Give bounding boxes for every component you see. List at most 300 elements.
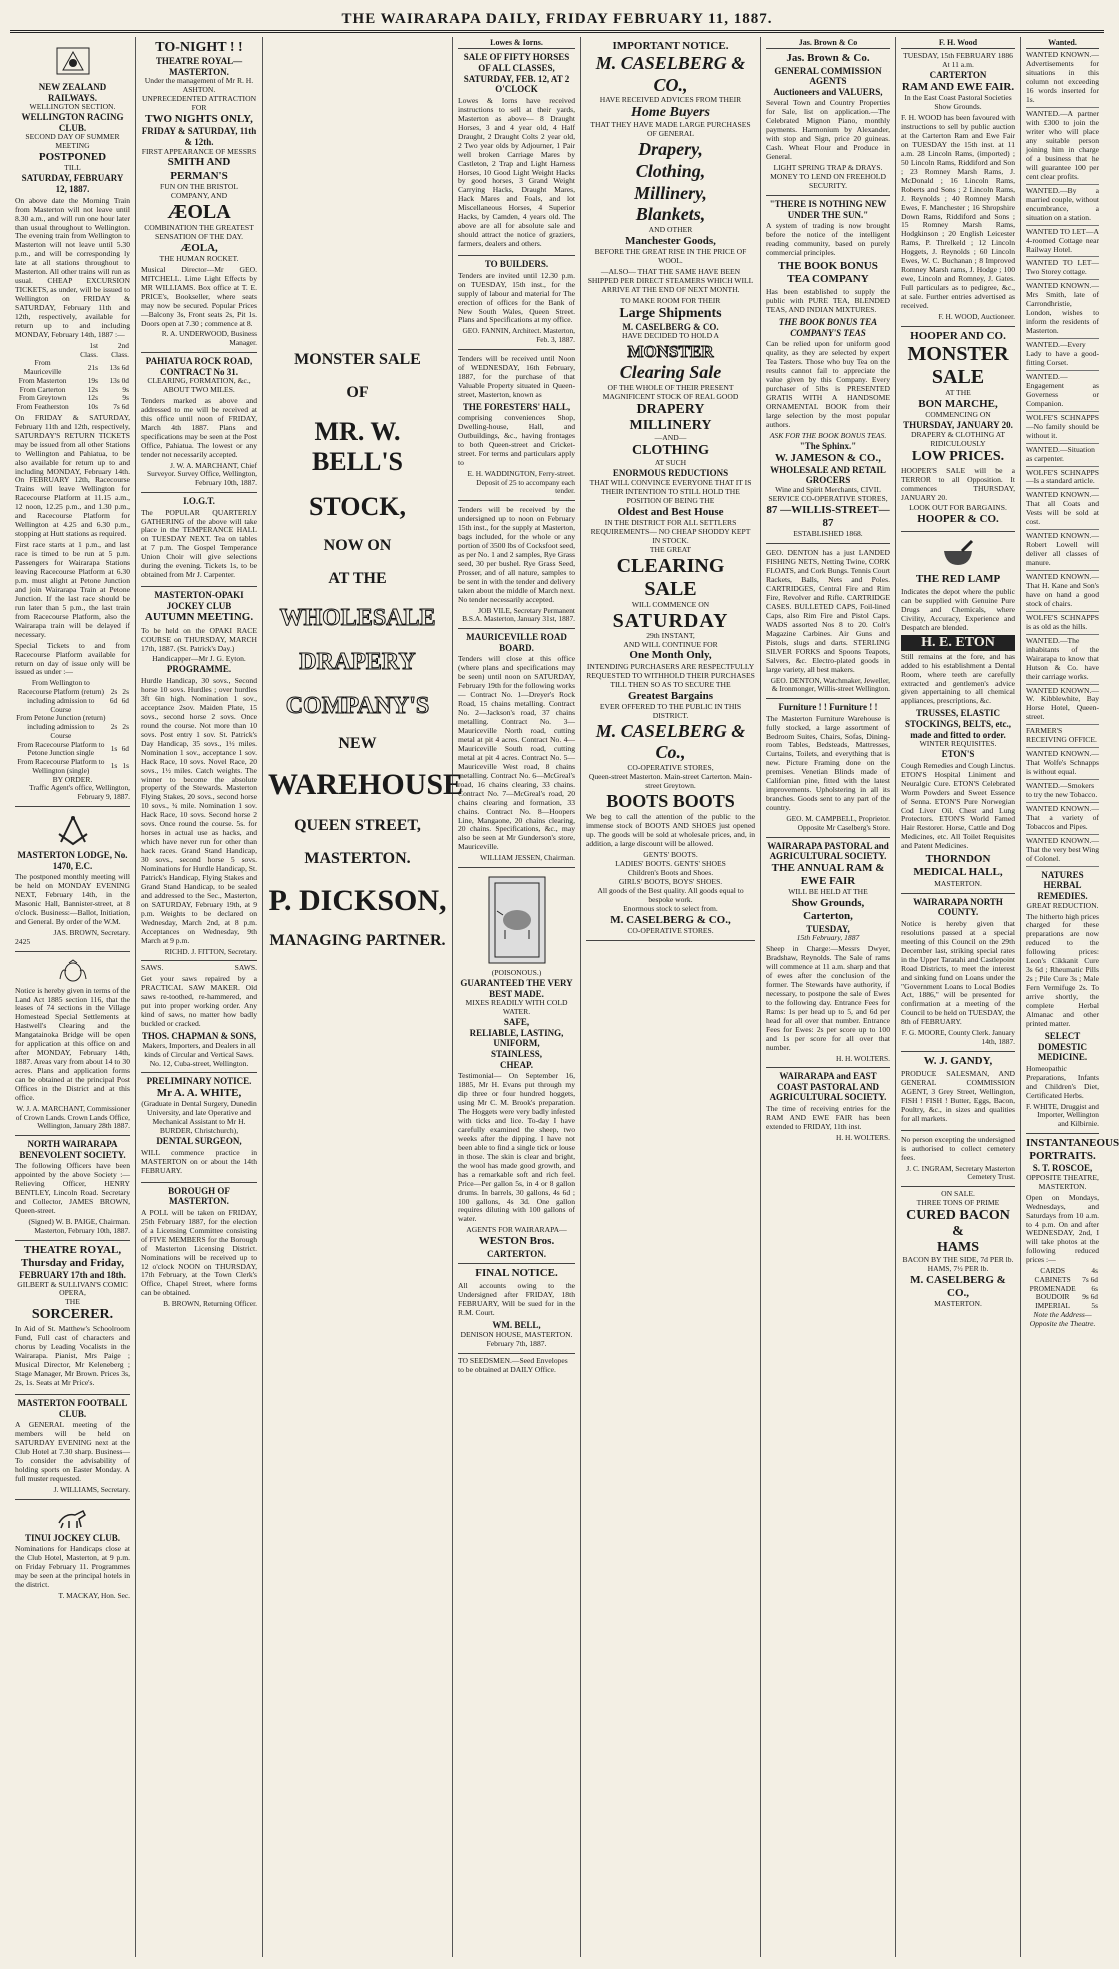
column-8	[1021, 37, 1119, 1957]
chapman-sub: Makers, Importers, and Dealers in all kinds of Circular and Vertical Saws. No. 12, Cuba-street, Wellington.	[142, 1040, 256, 1068]
royal-arms-icon	[56, 959, 90, 983]
coop: CO-OPERATIVE STORES,	[627, 762, 714, 772]
furniture-title: Furniture ! ! Furniture ! !	[778, 702, 878, 713]
reduction: GREAT REDUCTION.	[1026, 900, 1099, 910]
tinui-title: TINUI JOCKEY CLUB.	[25, 1532, 120, 1543]
table-cell: IMPERIAL	[1035, 1301, 1071, 1311]
thursday: THURSDAY, JANUARY 20.	[903, 420, 1013, 431]
clearing: Clearing Sale	[619, 362, 722, 383]
bonus-title: THE BOOK BONUS TEA COMPANY	[778, 260, 878, 286]
saturday: SATURDAY	[612, 609, 729, 632]
sheep-dip-ad	[458, 868, 575, 1264]
wood-sign: F. H. WOOD, Auctioneer.	[938, 312, 1015, 322]
aeola-sub: COMBINATION THE GREATEST SENSATION OF THE DAY.	[144, 222, 254, 241]
theatre-dates-2: FEBRUARY 17th and 18th.	[19, 1269, 126, 1280]
hooper-at-the: AT THE	[945, 387, 971, 397]
instant-title: INSTANTANEOUS PORTRAITS.	[1026, 1136, 1119, 1162]
column-2	[136, 37, 263, 1957]
bell-wholesale: WHOLESALE	[279, 604, 436, 631]
pastoral-title: WAIRARAPA PASTORAL and AGRICULTURAL SOCIETY.	[767, 840, 889, 862]
boots: BOOTS BOOTS	[606, 790, 735, 811]
large: Large Shipments	[619, 305, 722, 321]
commence: WILL COMMENCE ON	[631, 599, 710, 609]
list-item: WANTED.—Situation as carpenter.	[1026, 444, 1099, 467]
final-title: FINAL NOTICE.	[475, 1267, 558, 1280]
borough-sign: B. BROWN, Returning Officer.	[163, 1299, 257, 1309]
bargains: Greatest Bargains	[627, 689, 714, 702]
table-cell: From Racecourse Platform to Wellington (single)	[17, 757, 105, 775]
table-cell: 19s	[87, 375, 98, 385]
railways-section: WELLINGTON SECTION.	[29, 102, 116, 112]
column-1	[10, 37, 136, 1957]
lodge-title: MASTERTON LODGE, No. 1470, E.C.	[17, 849, 128, 871]
and-other: AND OTHER	[648, 224, 693, 234]
brown-trap: LIGHT SPRING TRAP & DRAYS.	[773, 163, 883, 173]
millinery: Millinery,	[634, 182, 707, 203]
horse-icon	[55, 1507, 91, 1529]
hooper-monster: MONSTER	[907, 342, 1009, 365]
one-month: One Month Only,	[629, 649, 712, 662]
jameson: W. JAMESON & CO.,	[775, 451, 881, 464]
lowes-header: Lowes & Iorns.	[458, 37, 575, 49]
table-cell: 2s	[110, 722, 118, 732]
system: A system of trading is now brought before the notice of the intelligent reading community, based on purely commercial principles.	[766, 221, 890, 258]
mixes: MIXES READILY WITH COLD WATER.	[465, 998, 568, 1017]
list-item: WANTED.—The inhabitants of the Wairarapa to know that Hutson & Co. have their carriage works.	[1026, 635, 1099, 685]
hooper-sale: SALE	[931, 365, 985, 388]
table-cell: 1s	[110, 743, 118, 753]
theatre-title: THEATRE ROYAL,	[23, 1243, 122, 1256]
coop-2: CO-OPERATIVE STORES.	[627, 926, 714, 936]
prelim: PRELIMINARY NOTICE.	[146, 1076, 252, 1087]
caselberg-ad	[586, 37, 755, 941]
list-item: WANTED KNOWN.—That a variety of Tobaccos and Pipes.	[1026, 803, 1099, 835]
railways-body-3: First race starts at 1 p.m., and last race is timed to be run at 5 p.m. Passengers for Wairarapa Stations leaving Racecourse Platform at 6.30 p.m. must alight at Petone Junction and join Wairarapa Train at Petone Junction. If the last race should be run later than 5 p.m., the last train from Racecourse Platform, also the Wairarapa train will be delayed if necessary.	[15, 540, 130, 639]
crown-lands-ad	[15, 952, 130, 1137]
horse-sale-ad	[458, 49, 575, 256]
list-item: WANTED KNOWN.—W. Kibblewhite, Bay Horse Hotel, Queen-street.	[1026, 685, 1099, 726]
home-buyers: Home Buyers	[631, 105, 710, 121]
tonight-heading: TO-NIGHT ! !	[155, 40, 243, 55]
decided: HAVE DECIDED TO HOLD A	[621, 331, 720, 341]
masthead-rule	[10, 30, 1104, 33]
mcase-2: M. CASELBERG & Co.,	[595, 720, 746, 763]
column-5	[581, 37, 761, 1957]
opposite: OPPOSITE THEATRE, MASTERTON.	[1026, 1172, 1099, 1191]
performers-sub: FUN ON THE BRISTOL COMPANY, AND	[160, 181, 238, 200]
winter-body: Cough Remedies and Cough Linctus. ETON'S Hospital Liniment and Neuralgic Cure. ETON'S Celebrated Worm Powders and Sweet Essence of Senna. ETON'S Pure Norwegian Cod Liver Oil. Chest and Lung Protectors. ETON'S World Famed Hair Restorer. Horse, Cattle and Dog Medicines, etc. All Toilet Requisites and Patent Medicines.	[901, 760, 1015, 851]
permanent-body: Tenders will be received by the undersigned up to noon on February 15th inst., for the supply at Masterton, bags included, for the whole or any portion of 3500 lbs of Cocksfoot seed, as per No. 1 and 2 samples, Rye Grass seed, 30 per bushel. Rye Grass Seed, Prosser, and of all nature, samples to be sent in with the tender and delivery taken about the middle of March next. No tender necessarily accepted.	[458, 505, 575, 604]
drapery: Drapery,	[638, 139, 703, 160]
bell-at-the: AT THE	[328, 569, 387, 587]
crown-sign: W. J. A. MARCHANT, Commissioner of Crown Lands. Crown Lands Office, Wellington, January 28th 1887.	[15, 1103, 130, 1131]
table-cell: 2s 6d	[121, 687, 129, 705]
bell-monster: MONSTER SALE	[294, 351, 421, 368]
furniture-ad	[766, 699, 890, 838]
brown-general: GENERAL COMMISSION AGENTS	[774, 65, 882, 87]
list-item: WANTED.—Every Lady to have a good-fitting Corset.	[1026, 339, 1099, 371]
carterton: CARTERTON.	[487, 1248, 546, 1259]
theatre-company: GILBERT & SULLIVAN'S COMIC OPERA,	[17, 1279, 128, 1298]
portraits-ad	[1026, 1134, 1119, 1333]
hooperco: HOOPER & CO.	[917, 513, 999, 526]
tuesday: TUESDAY,	[806, 923, 850, 934]
opaki-programme: PROGRAMME.	[166, 664, 232, 675]
pastoral-2-body: The time of receiving entries for the RAM AND EWE FAIR has been extended to FRIDAY, 11th inst.	[766, 1104, 890, 1131]
saws-body: Get your saws repaired by a PRACTICAL SAW MAKER. Old saws re-toothed, re-hammered, and put into proper working order. Any kind of saws, no matter how badly buckled or cracked.	[141, 974, 257, 1029]
hooper-ad	[901, 327, 1015, 532]
millinery-2: MILLINERY	[629, 418, 712, 434]
grounds: Show Grounds, Carterton,	[791, 897, 865, 923]
brown-auctioneers: Auctioneers and VALUERS,	[773, 86, 883, 97]
note: Note the Address—Opposite the Theatre.	[1029, 1309, 1096, 1328]
red-lamp: THE RED LAMP	[915, 572, 1001, 585]
builders-ad	[458, 256, 575, 350]
bacon-ad	[901, 1187, 1015, 1313]
bonus-body-2: Can be relied upon for uniform good quality, as they are selected by expert Tea Tasters. Those who buy Tea on the results cannot fail to appreciate the value given by this Company. Every purchaser of 5lbs is PRESENTED GRATIS WITH A HANDSOME ORNAMENTAL BOOK from their large selection by the most popular authors.	[766, 339, 890, 430]
football-ad	[15, 1395, 130, 1500]
roscoe: S. T. ROSCOE,	[1032, 1163, 1093, 1174]
railways-by-order: BY ORDER.	[52, 774, 93, 784]
table-header: 1st Class.	[80, 340, 98, 359]
columns	[10, 37, 1119, 1957]
list-item: FARMER'S RECEIVING OFFICE.	[1026, 725, 1099, 748]
etons: ETON'S	[941, 749, 975, 760]
table-cell: 9s	[122, 384, 129, 394]
pastoral-2-ad	[766, 1068, 890, 1146]
table-cell: From Wellington to Racecourse Platform (return) including admission to Course	[17, 678, 104, 714]
monster: MONSTER	[627, 342, 714, 362]
roscoe-body: Open on Mondays, Wednesdays, and Saturdays from 10 a.m. to 4 p.m. On and after WEDNESDAY, 2nd, I will take photos at the following reduced prices :—	[1026, 1192, 1099, 1265]
football-body: A GENERAL meeting of the members will be held on SATURDAY EVENING next at the Club Hotel at 7.30 sharp. Business—To consider the advisability of holding sports on Easter Monday. A full muster requested.	[15, 1420, 130, 1484]
select: SELECT DOMESTIC MEDICINE.	[1037, 1030, 1088, 1063]
football-title: MASTERTON FOOTBALL CLUB.	[17, 1398, 128, 1419]
bell-name: MR. W. BELL'S	[311, 416, 404, 477]
table-cell: CARDS	[1040, 1266, 1065, 1276]
list-item: WANTED KNOWN.—That all Coats and Vests will be sold at cost.	[1026, 489, 1099, 530]
before: BEFORE THE GREAT RISE IN THE PRICE OF WOOL.	[594, 246, 747, 265]
bell-sub: DENISON HOUSE, MASTERTON. February 7th, 1887.	[460, 1329, 573, 1348]
bonus-tea-ad	[766, 196, 890, 544]
boots-guaranteed: All goods of the Best quality. All goods equal to bespoke work.	[597, 885, 744, 904]
the-great: THE GREAT	[649, 544, 692, 554]
weston: WESTON Bros.	[478, 1235, 555, 1248]
eton: H. E. ETON	[901, 635, 1015, 651]
performers: SMITH AND PERMAN'S	[167, 156, 231, 182]
unprecedented: UNPRECEDENTED ATTRACTION FOR	[141, 94, 257, 113]
table-cell: From Featherston	[16, 402, 69, 412]
table-cell: 13s 6d	[109, 362, 129, 372]
advice: HAVE RECEIVED ADVICES FROM THEIR	[599, 95, 742, 105]
table-row	[15, 403, 130, 412]
gents-boots: GENTS' BOOTS.	[643, 850, 698, 860]
at-such: AT SUCH	[654, 458, 687, 468]
table-header: 2nd Class.	[111, 340, 129, 359]
price-table	[1026, 1267, 1099, 1311]
agents: AGENTS FOR WAIRARAPA—	[466, 1225, 567, 1235]
road-title: MAURICEVILLE ROAD BOARD.	[466, 632, 567, 653]
reliable: RELIABLE, LASTING,	[469, 1027, 564, 1038]
list-item: WANTED.—A partner with £300 to join the writer who will place any suitable person joining him in charge of a business that he will guarantee 100 per cent clear profits.	[1026, 108, 1099, 185]
table-row	[15, 758, 130, 775]
table-row	[15, 741, 130, 758]
poison: (POISONOUS.)	[491, 968, 542, 978]
seedsmen: TO SEEDSMEN.—Seed Envelopes to be obtained at DAILY Office.	[458, 1355, 568, 1374]
table-cell: From Carterton	[19, 384, 66, 394]
table-cell: 6s	[1091, 1283, 1098, 1293]
pahiatua-sign: J. W. A. MARCHANT, Chief Surveyor. Survey Office, Wellington, February 10th, 1887.	[147, 460, 257, 488]
fares-table	[15, 342, 130, 412]
bell-manager: P. DICKSON,	[268, 883, 447, 917]
table-cell: CABINETS	[1034, 1275, 1071, 1284]
sphinx: "The Sphinx."	[799, 440, 857, 451]
foresters-body-2: comprising conveniences Shop, Dwelling-house, Hall, and Outbuildings, &c., having frontages to both Queen-street and Cricket-street. For terms and particulars apply to	[458, 413, 575, 468]
list-item: WANTED TO LET—Two Storey cottage.	[1026, 257, 1099, 280]
remedies-body: The hitherto high prices charged for these preparations are now reduced to the following prices: Leon's Cikkanit Cure 3s 6d ; Rheumatic Pills 2s ; Pile Cure 3s ; Male Fern Vermifuge 2s. To arrive shortly, the complete Herbal Almanac and other printed matter.	[1026, 911, 1099, 1028]
table-cell: From Petone Junction (return) including admission to Course	[16, 713, 106, 740]
racing-club: WELLINGTON RACING CLUB.	[21, 112, 124, 133]
table-row	[15, 359, 130, 376]
mcase: M. CASELBERG & CO.	[622, 321, 719, 332]
iogt-title: I.O.G.T.	[183, 495, 215, 506]
table-cell: 2s 6d	[109, 687, 118, 705]
special-fares-table	[15, 679, 130, 775]
benevolent-ad	[15, 1136, 130, 1240]
district: IN THE DISTRICT FOR ALL SETTLERS REQUIREMENTS— NO CHEAP SHODDY KEPT IN STOCK.	[590, 517, 751, 545]
tinui-body: Nominations for Handicaps close at the Club Hotel, Masterton, at 9 p.m. on Friday February 11. Programmes may be seen at the principal hotels in the district.	[15, 1544, 130, 1590]
list-item: WOLFE'S SCHNAPPS—Is a standard article.	[1026, 467, 1099, 490]
patronage: Under the management of Mr R. H. ASHTON.	[144, 76, 254, 95]
lodge-ad	[15, 807, 130, 952]
bonus-teas: THE BOOK BONUS TEA COMPANY'S TEAS	[778, 317, 878, 338]
masthead: THE WAIRARAPA DAILY, FRIDAY FEBRUARY 11, 1887.	[341, 11, 773, 27]
table-cell: 21s	[87, 362, 98, 372]
table-cell: PROMENADE	[1029, 1283, 1076, 1293]
builders-title: TO BUILDERS.	[484, 259, 549, 270]
table-row	[15, 679, 130, 714]
wood-header: F. H. Wood	[901, 37, 1015, 49]
ram-fair-ad	[766, 838, 890, 1069]
blankets: Blankets,	[635, 204, 706, 225]
railways-body: On above date the Morning Train from Masterton will not leave until 8.30 a.m., and will run one hour later than usual throughout to Wellington. The evening train from Wellington to Masterton will not leave until 5.30 p.m., and will be corresponding ly late at all stations throughout to Masterton. All other trains will run as usual. CHEAP EXCURSION TICKETS, as under, will be issued to Wellington on FRIDAY & SATURDAY, February 11th and 12th, respectively, available for return up to and including MONDAY, February 14th, 1887 :—	[15, 195, 130, 339]
wanted-header: Wanted.	[1026, 37, 1099, 49]
opaki-ad	[141, 587, 257, 961]
bell-of: OF	[346, 383, 369, 401]
road-body: Tenders will close at this office (where plans and specifications may be seen) until noon on SATURDAY, February 19th for the following works— Contract No. 1—Dreyer's Rock Road, 15 chains metalling. Contract No. 2—Jackson's road, 37 chains metalling. Contract No. 3—Mauriceville North road, cutting metal at pit 4 acres. Contract No. 4—Mauriceville South road, cutting metal at pit 4 acres. Contract No. 5—Mauriceville West road, 8 chains metalling. Contract No. 6—McGreal's road, 16 chains clearing, 33 chains. Contract No. 7—McGreal's road, 20 chains clearing and formation, 33 chains. Contract No. 8—Hoopers Line, Mangaone, 20 chains clearing, 20 chains. Specifications, &c., may also be seen at Mr Gunderson's store, Mauriceville.	[458, 654, 575, 852]
denton-ad	[766, 544, 890, 699]
dental: DENTAL SURGEON,	[156, 1136, 242, 1147]
safe: SAFE,	[503, 1017, 530, 1028]
benevolent-body: The following Officers have been appointed by the above Society :— Relieving Officer, HENRY BENTLEY, Lincoln Road. Secretary and Collector, JAMES BROWN, Queen-street.	[15, 1161, 130, 1216]
masonic-compass-icon	[53, 814, 93, 846]
football-sign: J. WILLIAMS, Secretary.	[53, 1485, 130, 1495]
bonus-body: Has been established to supply the public with PURE TEA, BLENDED TEAS, AND INDIAN MIXTURES.	[766, 287, 890, 315]
annual-sub: WILL BE HELD AT THE	[788, 887, 868, 897]
intending: INTENDING PURCHASERS ARE RESPECTFULLY REQUESTED TO WITHHOLD THEIR PURCHASES TILL THEN SO AS TO SECURE THE	[586, 661, 755, 689]
also: —ALSO— THAT THE SAME HAVE BEEN SHIPPED PER DIRECT STEAMERS WHICH WILL ARRIVE AT THE END OF NEXT MONTH.	[587, 266, 754, 294]
drapery-2: DRAPERY	[636, 401, 705, 417]
table-cell: 13s 0d	[109, 375, 129, 385]
road-board-ad	[458, 629, 575, 868]
builders-body: Tenders are invited until 12.30 p.m. on TUESDAY, 15th inst., for the supply of labour and material for The erection of offices for the Bank of New South Wales, Queen Street. Plans and Specifications at my office.	[458, 270, 575, 325]
builders-sign: GEO. FANNIN, Architect. Masterton, Feb. 3, 1887.	[462, 326, 575, 345]
ladies: LADIES' BOOTS. GENTS' SHOES	[615, 859, 726, 869]
wanted-list	[1026, 49, 1099, 866]
railways-body-4: Special Tickets to and from Racecourse Platform available for return on day of issue only will be issued as under :—	[15, 640, 130, 677]
wood-at: CARTERTON	[929, 70, 987, 81]
bell-warehouse: WAREHOUSE	[268, 768, 464, 802]
brown-body: Several Town and Country Properties for Sale, list on application.—The Celebrated Mignon Piano, monthly payments. Harmonium by Alexander, with stop and Sign, price 20 guineas. Cash. Wheat Flour and Produce in General.	[766, 98, 890, 162]
select-sign: F. WHITE, Druggist and Importer, Wellington and Kilbirnie.	[1026, 1101, 1099, 1129]
table-cell: 1s	[110, 761, 118, 771]
lodge-number: 2425	[15, 936, 31, 946]
nothing-new: "THERE IS NOTHING NEW UNDER THE SUN."	[769, 198, 887, 220]
sale: SALE	[644, 577, 697, 600]
theatre-show: SORCERER.	[31, 1307, 114, 1323]
wood-fair-sub: In the East Coast Pastoral Societies Show Grounds.	[904, 93, 1012, 112]
tinui-ad	[15, 1500, 130, 1605]
bell-new: NEW	[338, 734, 377, 752]
saws-labels	[141, 964, 257, 973]
mortar-pestle-icon	[938, 539, 978, 569]
brown-name: Jas. Brown & Co.	[786, 52, 870, 65]
column-4	[453, 37, 581, 1957]
pastoral-2-sign: H. H. WOLTERS.	[836, 1132, 890, 1142]
onsale: ON SALE.	[941, 1188, 975, 1198]
sale-body: Lowes & Iorns have received instructions to sell at their yards, Masterton as above— 8 Draught Horses, 3 and 4 year old, 4 Half Draught, 2 Draught Colts 2 year old, 2 Two year olds by Adjourner, 1 Pair well broken Carriage Mares by Castleton, 2 Trap and Light Harness Horses, 10 Good Light Weight Hacks by good horses, 3 Grand Weight Carrying Hacks, Draught Mares, Hack Mares and Foals, and lot Miscellaneous Horses, 4 Superior Hacks, by Camden, 4 years old. The above are all for absolute sale and should attract the notice of graziers, farmers, dealers and others.	[458, 95, 575, 249]
first-appearance: FIRST APPEARANCE OF MESSRS	[141, 146, 257, 156]
sorcerer-ad	[15, 1241, 130, 1396]
county-title: WAIRARAPA NORTH COUNTY.	[913, 896, 1003, 918]
permanent-sign: JOB VILE, Secretary Permanent B.S.A. Masterton, January 31st, 1887.	[462, 605, 575, 624]
opaki-title: MASTERTON-OPAKI JOCKEY CLUB	[154, 590, 244, 611]
cured: CURED BACON &	[906, 1207, 1010, 1239]
crown-notice: Notice is hereby given in terms of the Land Act 1885 section 116, that the leases of 74 sections in the Village Homestead Special Settlements at Hastwell's Clearing and the Mangatainoka Bridge will be open for application at this office on and after MONDAY, February 14th, 1887. Areas vary from about 14 to 30 acres. Plans and application forms can be obtained at the principal Post Offices in the District and at this office.	[15, 985, 130, 1102]
opaki-meeting: AUTUMN MEETING.	[144, 611, 254, 624]
list-item: WANTED.—By a married couple, without encumbrance, a situation on a station.	[1026, 185, 1099, 226]
table-header	[15, 342, 70, 359]
bell-role: MANAGING PARTNER.	[269, 931, 446, 949]
white-body: (Graduate in Dental Surgery, Dunedin University, and late Operative and Mechanical Assistant to Mr H. BURDER, Christchurch),	[141, 1099, 257, 1136]
aeola-body: Musical Director—Mr GEO. MITCHELL. Lime Light Effects by MR WILLIAMS. Box office at T. E. PRICE's, Bookseller, where seats may now be secured. Popular Prices—Balcony 3s, Front seats 2s, Pit 1s. Doors open at 7.30 ; commence at 8.	[141, 264, 257, 328]
nights-dates: FRIDAY & SATURDAY, 11th & 12th.	[141, 126, 257, 147]
wood-ad	[901, 49, 1015, 326]
table-cell: 4s	[1091, 1266, 1098, 1276]
bacon-mcase: M. CASELBERG & CO.,	[910, 1274, 1006, 1300]
list-item: WANTED KNOWN.—Mrs Smith, late of Carrondhristie, London, wishes to inform the residents of Masterton.	[1026, 280, 1099, 339]
opaki-body: To be held on the OPAKI RACE COURSE on THURSDAY, MARCH 17th, 1887. (St. Patrick's Day.)	[141, 625, 257, 653]
trusses: TRUSSES, ELASTIC STOCKINGS, BELTS, etc., made and fitted to order.	[904, 708, 1012, 740]
three: THREE TONS OF PRIME	[916, 1197, 1000, 1207]
white: Mr A. A. WHITE,	[156, 1087, 242, 1100]
tinui-sign: T. MACKAY, Hon. Sec.	[58, 1591, 130, 1601]
sale-date: SATURDAY, FEB. 12, AT 2 O'CLOCK	[463, 73, 570, 95]
brown-money: MONEY TO LEND ON FREEHOLD SECURITY.	[770, 172, 886, 191]
foresters-body: Tenders will be received until Noon of WEDNESDAY, 16th February, 1887, for the purchase of that Valuable Property situated in Queen-street, Masterton, known as	[458, 353, 575, 399]
gandy: W. J. GANDY,	[923, 1054, 993, 1067]
uniform: UNIFORM,	[493, 1038, 540, 1049]
list-item: WOLFE'S SCHNAPPS—No family should be without it.	[1026, 412, 1099, 444]
theatre-dates: Thursday and Friday,	[20, 1256, 124, 1269]
manchester: Manchester Goods,	[625, 234, 716, 247]
low-prices: LOW PRICES.	[911, 448, 1005, 464]
bell-drapery: DRAPERY	[299, 648, 416, 675]
table-cell: 7s 6d	[113, 402, 129, 412]
table-cell: From Masterton	[18, 375, 67, 385]
final-notice-ad	[458, 1264, 575, 1354]
brown-header: Jas. Brown & Co	[766, 37, 890, 49]
railways-sign: Traffic Agent's office, Wellington, February 9, 1887.	[29, 783, 130, 802]
table-cell: 5s	[1091, 1301, 1098, 1311]
pastoral-2-title: WAIRARAPA and EAST COAST PASTORAL AND AGRICULTURAL SOCIETY.	[769, 1071, 887, 1103]
table-cell: BOUDOIR	[1035, 1292, 1070, 1302]
fair-sign: H. H. WOLTERS.	[836, 1053, 890, 1063]
borough-body: A POLL will be taken on FRIDAY, 25th February 1887, for the election of a Licensing Committee consisting of FIVE MEMBERS for the Borough of Masterton Licensing District. Nominations will be received up to 12 o'clock NOON on THURSDAY, 17th February, at the Town Clerk's Office, Chapel Street, where forms can be obtained.	[141, 1207, 257, 1298]
table-cell: 2s	[122, 722, 129, 732]
annual: THE ANNUAL RAM & EWE FAIR	[771, 861, 885, 887]
gandy-ad	[901, 1052, 1015, 1131]
mcase-3: M. CASELBERG & CO.,	[610, 913, 731, 926]
reductions: ENORMOUS REDUCTIONS	[612, 468, 729, 479]
table-cell: 9s	[122, 393, 129, 403]
brown-ad	[766, 49, 890, 196]
table-cell: 12s	[87, 393, 98, 403]
furniture-body: The Masterton Furniture Warehouse is fully stocked, a large assortment of Bedroom Suites, Chairs, Sofas, Dining-room Tables, Bedsteads, Mattresses, Curtains, Toilets, and everything that is new. Picture Framing done on the premises. Venetian Blinds made of Californian pine, fitted with the latest improvements. Upholstering in all its branches. Goods sent to any part of the country.	[766, 713, 890, 813]
eton-body: Still remains at the fore, and has added to his establishment a Dental Room, where teeth are carefully extracted and gentlemen's advice given appertaining to all chemical appliances, prescriptions, &c.	[901, 651, 1015, 706]
benevolent-sign: (Signed) W. B. PAIGE, Chairman. Masterton, February 10th, 1887.	[28, 1217, 130, 1235]
ever: EVER OFFERED TO THE PUBLIC IN THIS DISTRICT.	[599, 701, 742, 720]
cemetery-ad	[901, 1131, 1015, 1187]
pahiatua-ad	[141, 353, 257, 493]
eton-ad	[901, 532, 1015, 894]
table-cell: 6d	[121, 743, 129, 753]
list-item: WANTED KNOWN.—That H. Kane and Son's have on hand a good stock of chairs.	[1026, 571, 1099, 612]
railways-ad	[15, 37, 130, 807]
continue: AND WILL CONTINUE FOR	[623, 639, 718, 649]
sheep-dip-label-icon	[487, 875, 547, 965]
girls: GIRLS' BOOTS, BOYS' SHOES.	[618, 877, 723, 887]
wholesale: WHOLESALE AND RETAIL GROCERS	[770, 464, 886, 486]
county-sign: F. G. MOORE, County Clerk. January 14th, 1887.	[901, 1028, 1015, 1046]
furniture-sign: GEO. M. CAMPBELL, Proprietor. Opposite Mr Caselberg's Store.	[786, 814, 890, 832]
aeola-sign: R. A. UNDERWOOD, Business Manager.	[161, 329, 257, 348]
bell-now-on: NOW ON	[323, 536, 392, 554]
column-6	[761, 37, 896, 1957]
winter: WINTER REQUISITES.	[919, 739, 997, 749]
road-sign: WILLIAM JESSEN, Chairman.	[480, 853, 575, 863]
benevolent-title: NORTH WAIRARAPA BENEVOLENT SOCIETY.	[19, 1139, 126, 1160]
hall: THORNDON MEDICAL HALL,	[913, 853, 1003, 879]
column-7	[896, 37, 1021, 1957]
bell-stock: STOCK,	[308, 492, 407, 522]
bell-companys: COMPANY'S	[285, 692, 430, 719]
remedies-title: NATURES HERBAL REMEDIES.	[1037, 869, 1088, 901]
borough-ad	[141, 1183, 257, 1313]
chapman: THOS. CHAPMAN & SONS,	[141, 1031, 257, 1042]
lookout: LOOK OUT FOR BARGAINS.	[909, 503, 1007, 513]
postponed: POSTPONED	[38, 151, 107, 164]
two-nights: TWO NIGHTS ONLY,	[145, 113, 253, 126]
denton-sign: GEO. DENTON, Watchmaker, Jeweller, & Ironmonger, Willis-street Wellington.	[770, 675, 890, 694]
opaki-sign: RICHD. J. FITTON, Secretary.	[164, 946, 257, 956]
bacon: BACON BY THE SIDE, 7d PER lb. HAMS, 7½ PER lb.	[902, 1255, 1014, 1274]
boots-body: We beg to call the attention of the public to the immense stock of BOOTS AND SHOES just opened up. The goods will be sold at wholesale prices, and, in addition, a large discount will be allowed.	[586, 812, 755, 849]
lodge-body: The postponed monthly meeting will be held on MONDAY EVENING NEXT, February 14th, in the Masonic Hall, Bannister-street, at 8 o'clock. Business:—Ballot, Initiation, and General. By order of the W.M.	[15, 872, 130, 926]
saws-label-right: SAWS.	[234, 963, 257, 973]
ask: ASK FOR THE BOOK BONUS TEAS.	[769, 431, 887, 440]
table-cell: 7s 6d	[1082, 1275, 1098, 1284]
list-item: WANTED.—Smokers to try the new Tobacco.	[1026, 780, 1099, 803]
